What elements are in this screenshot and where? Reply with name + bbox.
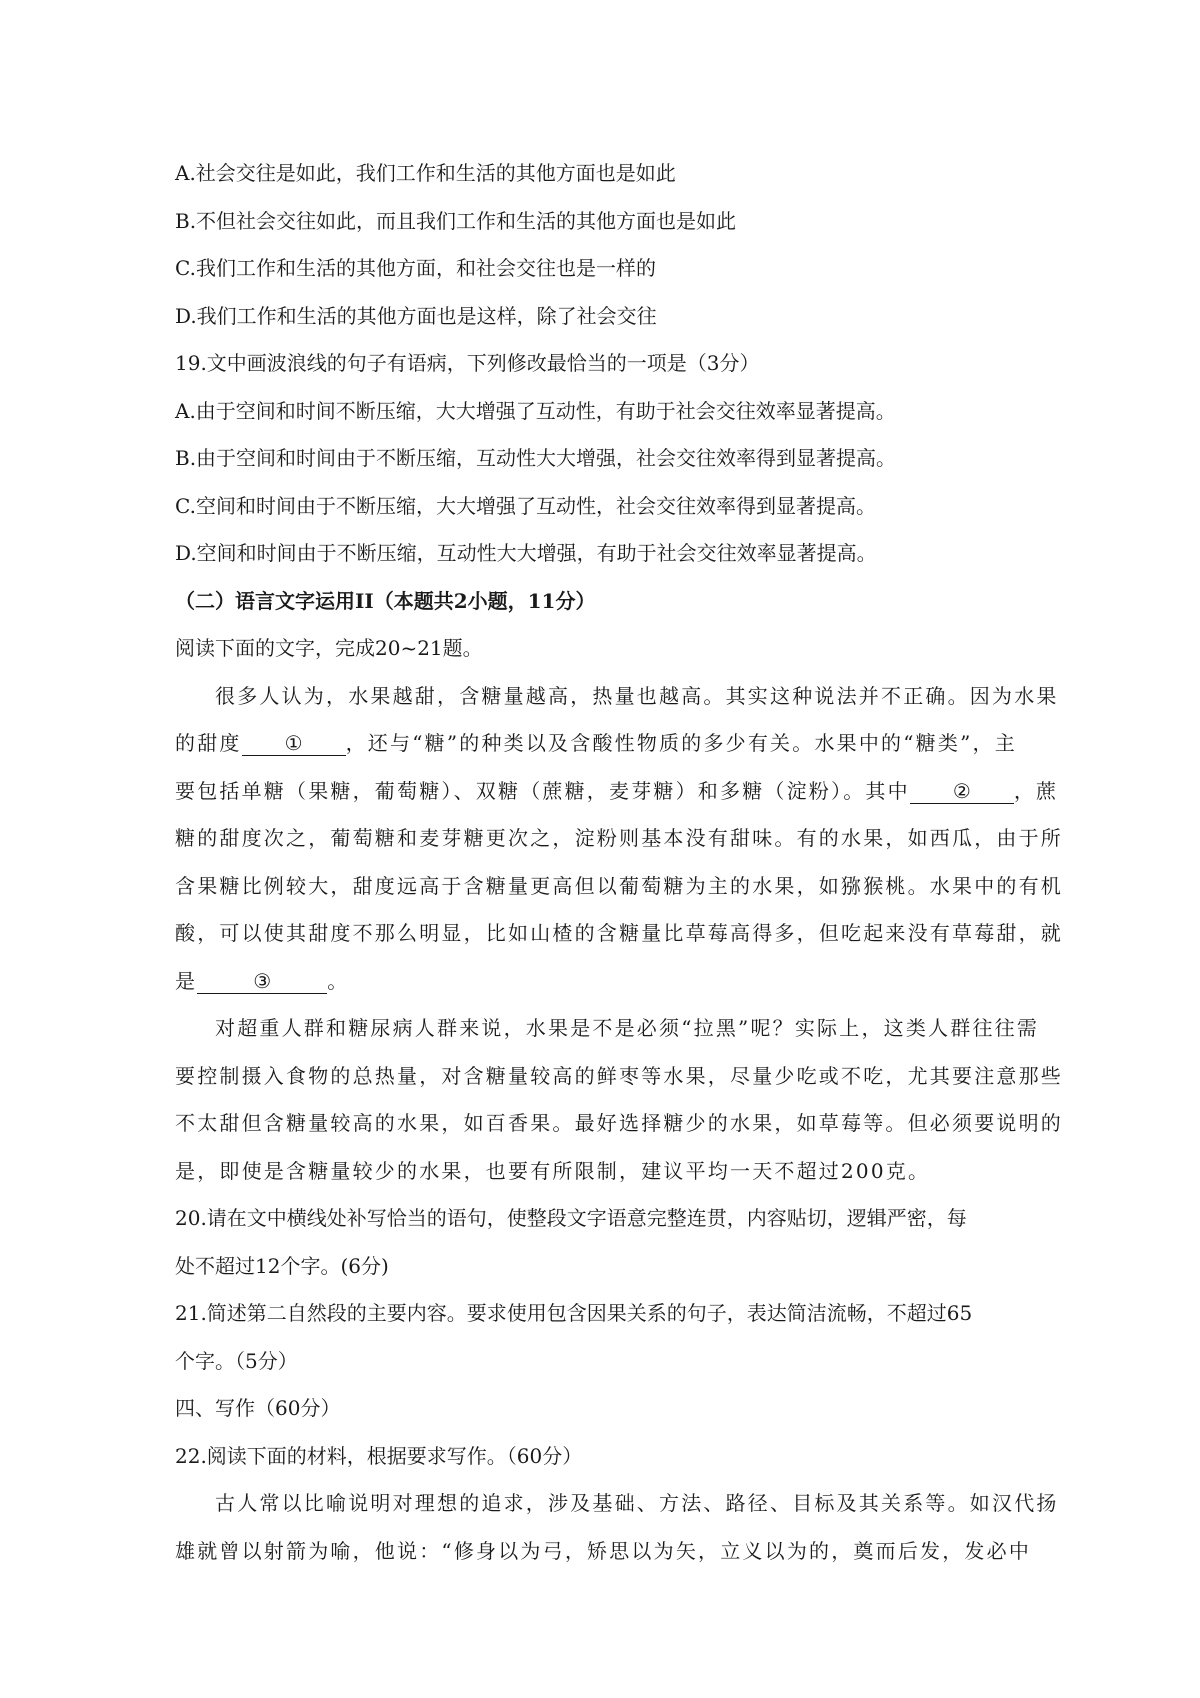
passage1-line-2: [175, 720, 1035, 768]
passage2-line-3: 不太甜但含糖量较高的水果，如百香果。最好选择糖少的水果，如草莓等。但必须要说明的: [175, 1111, 1063, 1135]
passage1-line-7-pre: 是: [175, 968, 198, 993]
q22-material-line-2: 雄就曾以射箭为喻，他说：“修身以为弓，矫思以为矢，立义以为的，奠而后发，发必中: [175, 1538, 1032, 1563]
q19-option-a: A.由于空间和时间不断压缩，大大增强了互动性，有助于社会交往效率显著提高。: [175, 398, 896, 423]
section-2-heading: （二）语言文字运用II（本题共2小题，11分）: [175, 588, 596, 613]
section-2-instruction: 阅读下面的文字，完成20~21题。: [175, 636, 483, 660]
passage1-line-3-pre: 要包括单糖（果糖，葡萄糖）、双糖（蔗糖，麦芽糖）和多糖（淀粉）。其中: [175, 778, 910, 803]
q20-line-1: 20.请在文中横线处补写恰当的语句，使整段文字语意完整连贯，内容贴切，逻辑严密，每: [175, 1206, 967, 1230]
q21-line-2: 个字。（5分）: [175, 1348, 298, 1373]
fill-blank-2: ②: [910, 779, 1014, 804]
section-4-heading: 四、写作（60分）: [175, 1396, 341, 1420]
q22-stem: 22.阅读下面的材料，根据要求写作。（60分）: [175, 1443, 583, 1468]
passage-paragraph-2: [175, 1005, 1063, 1195]
q19-option-d: D.空间和时间由于不断压缩，互动性大大增强，有助于社会交往效率显著提高。: [175, 541, 877, 565]
passage1-line-1: 很多人认为，水果越甜，含糖量越高，热量也越高。其实这种说法并不正确。因为水果: [215, 683, 1059, 708]
passage1-line-7-post: 。: [327, 968, 350, 993]
q19-stem: 19.文中画波浪线的句子有语病，下列修改最恰当的一项是（3分）: [175, 351, 760, 375]
passage1-line-3-post: ，蔗: [1013, 778, 1059, 803]
passage1-line-5: 含果糖比例较大，甜度远高于含糖量更高但以葡萄糖为主的水果，如猕猴桃。水果中的有机: [175, 873, 1063, 898]
q22-material-line-1: 古人常以比喻说明对理想的追求，涉及基础、方法、路径、目标及其关系等。如汉代扬: [215, 1491, 1059, 1515]
q19-option-c: C.空间和时间由于不断压缩，大大增强了互动性，社会交往效率得到显著提高。: [175, 493, 876, 518]
q18-option-c: C.我们工作和生活的其他方面，和社会交往也是一样的: [175, 256, 656, 280]
fill-blank-1: ①: [242, 731, 346, 756]
q19-option-b: B.由于空间和时间由于不断压缩，互动性大大增强，社会交往效率得到显著提高。: [175, 446, 897, 470]
passage2-line-2: 要控制摄入食物的总热量，对含糖量较高的鲜枣等水果，尽量少吃或不吃，尤其要注意那些: [175, 1063, 1063, 1088]
passage1-line-2-post: ，还与“糖”的种类以及含酸性物质的多少有关。水果中的“糖类”，主: [345, 731, 1017, 755]
passage2-line-1: 对超重人群和糖尿病人群来说，水果是不是必须“拉黑”呢？实际上，这类人群往往需: [215, 1016, 1040, 1040]
passage1-line-6: 酸，可以使其甜度不那么明显，比如山楂的含糖量比草莓高得多，但吃起来没有草莓甜，就: [175, 921, 1063, 945]
fill-blank-3: ③: [197, 969, 327, 994]
passage1-line-3: [175, 768, 1059, 816]
q18-option-d: D.我们工作和生活的其他方面也是这样，除了社会交往: [175, 303, 657, 328]
q18-option-a: A.社会交往是如此，我们工作和生活的其他方面也是如此: [175, 161, 676, 185]
passage1-line-7: [175, 958, 1035, 1006]
exam-page: [175, 150, 1063, 1575]
q21-line-1: 21.简述第二自然段的主要内容。要求使用包含因果关系的句子，表达简洁流畅，不超过65: [175, 1301, 973, 1325]
passage-paragraph-1: [175, 673, 1063, 1006]
q20-line-2: 处不超过12个字。(6分): [175, 1253, 389, 1278]
passage1-line-4: 糖的甜度次之，葡萄糖和麦芽糖更次之，淀粉则基本没有甜味。有的水果，如西瓜，由于所: [175, 826, 1063, 850]
passage2-line-4: 是，即使是含糖量较少的水果，也要有所限制，建议平均一天不超过200克。: [175, 1158, 931, 1183]
q18-option-b: B.不但社会交往如此，而且我们工作和生活的其他方面也是如此: [175, 208, 737, 233]
passage1-line-2-pre: 的甜度: [175, 731, 242, 755]
